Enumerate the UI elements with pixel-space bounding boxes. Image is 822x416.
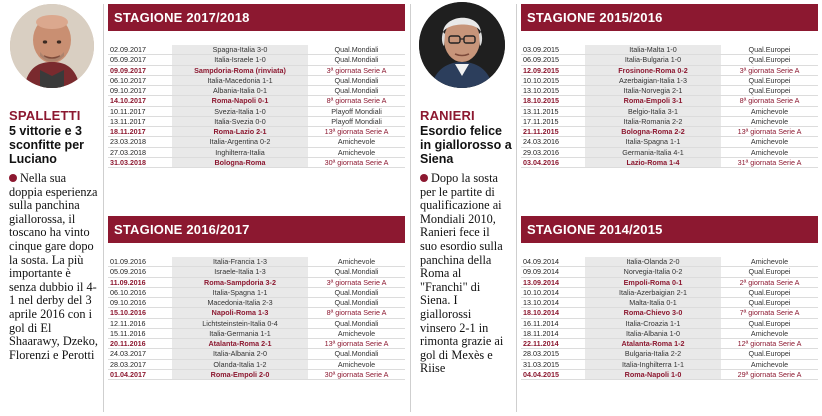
match-result: Italia-Israele 1-0 — [172, 55, 308, 64]
match-competition: Qual.Mondiali — [334, 75, 379, 85]
table-row — [521, 267, 818, 277]
match-date: 10.10.2015 — [523, 75, 559, 85]
match-competition: Qual.Mondiali — [334, 55, 379, 65]
match-result: Macedonia-Italia 2-3 — [172, 298, 308, 307]
match-date: 15.11.2016 — [110, 328, 146, 338]
match-date: 20.11.2016 — [110, 339, 146, 348]
table-row — [521, 288, 818, 298]
match-date: 17.11.2015 — [523, 116, 559, 126]
table-row — [521, 107, 818, 117]
match-competition: Amichevole — [750, 116, 789, 126]
match-date: 21.11.2015 — [523, 127, 559, 136]
match-date: 05.09.2016 — [110, 267, 146, 277]
match-result: Italia-Spagna 1-1 — [172, 288, 308, 297]
table-row — [108, 288, 405, 298]
match-result: Atalanta-Roma 1-2 — [585, 339, 721, 348]
spalletti-column — [0, 0, 98, 416]
match-result: Spagna-Italia 3-0 — [172, 45, 308, 54]
table-row — [521, 278, 818, 288]
match-result: Bologna-Roma 2-2 — [585, 127, 721, 136]
match-date: 28.03.2017 — [110, 359, 146, 369]
match-result: Italia-Inghilterra 1-1 — [585, 360, 721, 369]
match-date: 29.03.2016 — [523, 147, 559, 157]
match-competition: Qual.Europei — [748, 298, 791, 307]
match-competition: 3ª giornata Serie A — [326, 65, 387, 75]
table-row — [108, 339, 405, 349]
match-date: 01.04.2017 — [110, 369, 146, 379]
match-date: 15.10.2016 — [110, 308, 146, 318]
table-row — [108, 349, 405, 359]
table-row — [108, 158, 405, 168]
season-panel — [521, 216, 818, 380]
match-date: 05.09.2017 — [110, 55, 146, 65]
match-date: 31.03.2015 — [523, 359, 559, 369]
table-row — [521, 127, 818, 137]
match-date: 03.09.2015 — [523, 45, 559, 54]
match-date: 12.09.2015 — [523, 65, 559, 75]
match-competition: Qual.Mondiali — [334, 287, 379, 297]
match-result: Italia-Albania 1-0 — [585, 329, 721, 338]
match-competition: 8ª giornata Serie A — [326, 96, 387, 106]
match-result: Germania-Italia 4-1 — [585, 148, 721, 157]
match-result: Italia-Argentina 0-2 — [172, 137, 308, 146]
table-row — [521, 257, 818, 267]
match-competition: 13ª giornata Serie A — [324, 339, 389, 348]
match-result: Italia-Olanda 2-0 — [585, 257, 721, 266]
match-result: Roma-Empoli 2-0 — [172, 370, 308, 379]
match-competition: 12ª giornata Serie A — [737, 339, 802, 348]
table-row — [521, 137, 818, 147]
match-result: Italia-Azerbaigian 2-1 — [585, 288, 721, 297]
match-date: 18.10.2014 — [523, 308, 559, 318]
match-competition: Amichevole — [750, 359, 789, 369]
match-competition: Amichevole — [750, 257, 789, 266]
match-result: Italia-Albania 2-0 — [172, 349, 308, 358]
table-row — [108, 45, 405, 55]
match-date: 13.10.2015 — [523, 86, 559, 95]
match-date: 13.11.2017 — [110, 116, 146, 126]
match-list — [108, 45, 405, 168]
match-competition: Qual.Mondiali — [334, 267, 379, 277]
match-competition: 29ª giornata Serie A — [737, 369, 802, 379]
match-result: Italia-Macedonia 1-1 — [172, 76, 308, 85]
bullet-icon — [420, 174, 428, 182]
match-competition: Qual.Mondiali — [334, 298, 379, 307]
season-panel — [108, 4, 405, 168]
match-competition: Playoff Mondiali — [331, 106, 382, 116]
match-competition: Amichevole — [750, 137, 789, 147]
season-title: STAGIONE 2015/2016 — [521, 4, 818, 31]
match-result: Italia-Malta 1-0 — [585, 45, 721, 54]
match-competition: Amichevole — [337, 137, 376, 147]
match-result: Albania-Italia 0-1 — [172, 86, 308, 95]
table-row — [108, 278, 405, 288]
match-result: Olanda-Italia 1-2 — [172, 360, 308, 369]
match-result: Lazio-Roma 1-4 — [585, 158, 721, 167]
match-competition: Amichevole — [750, 147, 789, 157]
match-result: Roma-Chievo 3-0 — [585, 308, 721, 317]
match-date: 14.10.2017 — [110, 96, 146, 106]
match-result: Italia-Bulgaria 1-0 — [585, 55, 721, 64]
match-result: Italia-Spagna 1-1 — [585, 137, 721, 146]
match-result: Roma-Empoli 3-1 — [585, 96, 721, 105]
match-date: 06.10.2016 — [110, 287, 146, 297]
table-row — [521, 96, 818, 106]
match-competition: Amichevole — [337, 328, 376, 338]
match-result: Belgio-Italia 3-1 — [585, 107, 721, 116]
match-date: 18.11.2017 — [110, 127, 146, 136]
table-row — [521, 148, 818, 158]
coach-subtitle: 5 vittorie e 3 sconfitte per Luciano — [9, 124, 85, 166]
match-date: 23.03.2018 — [110, 137, 146, 147]
bullet-icon — [9, 174, 17, 182]
table-row — [521, 86, 818, 96]
match-competition: Qual.Europei — [748, 55, 791, 65]
match-result: Israele-Italia 1-3 — [172, 267, 308, 276]
match-date: 31.03.2018 — [110, 157, 146, 167]
table-row — [108, 360, 405, 370]
match-date: 22.11.2014 — [523, 339, 559, 348]
coach-body-text: Nella sua doppia esperienza sulla panchina giallorossa, il toscano ha vinto cinque gare dopo la sosta. La più importante è senza dubbio il 4-1 nel derby del 3 aprile 2016 con i gol di El Shaarawy, Dzeko, Florenzi e Perotti — [9, 171, 99, 362]
match-date: 01.09.2016 — [110, 257, 146, 266]
match-result: Norvegia-Italia 0-2 — [585, 267, 721, 276]
match-date: 24.03.2017 — [110, 349, 146, 359]
table-row — [108, 76, 405, 86]
table-row — [521, 55, 818, 65]
table-row — [521, 117, 818, 127]
table-row — [521, 76, 818, 86]
match-competition: 30ª giornata Serie A — [324, 369, 389, 379]
coach-name: RANIERI — [420, 108, 475, 123]
match-result: Roma-Napoli 0-1 — [172, 96, 308, 105]
coach-name: SPALLETTI — [9, 108, 81, 123]
match-competition: Qual.Mondiali — [334, 318, 379, 328]
match-competition: Amichevole — [337, 257, 376, 266]
match-competition: 13ª giornata Serie A — [324, 127, 389, 136]
match-competition: 8ª giornata Serie A — [739, 96, 800, 106]
match-date: 13.10.2014 — [523, 298, 559, 307]
match-date: 10.10.2014 — [523, 287, 559, 297]
table-row — [108, 55, 405, 65]
match-competition: Qual.Mondiali — [334, 45, 379, 54]
match-result: Lichtsteinstein-Italia 0-4 — [172, 319, 308, 328]
match-competition: Qual.Europei — [748, 86, 791, 95]
table-row — [108, 137, 405, 147]
match-competition: Amichevole — [750, 106, 789, 116]
match-competition: Qual.Europei — [748, 45, 791, 54]
match-result: Italia-Croazia 1-1 — [585, 319, 721, 328]
match-competition: Amichevole — [337, 147, 376, 157]
match-competition: Qual.Europei — [748, 318, 791, 328]
spalletti-photo — [10, 4, 94, 88]
match-date: 11.09.2016 — [110, 277, 146, 287]
table-row — [521, 360, 818, 370]
match-result: Italia-Germania 1-1 — [172, 329, 308, 338]
table-row — [521, 308, 818, 318]
match-competition: Amichevole — [750, 328, 789, 338]
match-date: 27.03.2018 — [110, 147, 146, 157]
table-row — [108, 329, 405, 339]
match-competition: 3ª giornata Serie A — [739, 65, 800, 75]
table-row — [521, 158, 818, 168]
match-date: 12.11.2016 — [110, 318, 146, 328]
coach-subtitle: Esordio felice in giallorosso a Siena — [420, 124, 512, 166]
ranieri-portrait-image — [419, 2, 505, 88]
table-row — [108, 66, 405, 76]
match-result: Italia-Norvegia 2-1 — [585, 86, 721, 95]
match-competition: 30ª giornata Serie A — [324, 157, 389, 167]
coach-body — [420, 172, 508, 376]
match-competition: 7ª giornata Serie A — [739, 308, 800, 318]
match-date: 09.09.2014 — [523, 267, 559, 277]
match-result: Roma-Napoli 1-0 — [585, 370, 721, 379]
table-row — [521, 319, 818, 329]
season-title: STAGIONE 2017/2018 — [108, 4, 405, 31]
match-result: Azerbaigian-Italia 1-3 — [585, 76, 721, 85]
ranieri-column — [413, 0, 515, 416]
match-result: Empoli-Roma 0-1 — [585, 278, 721, 287]
match-competition: Qual.Mondiali — [334, 349, 379, 359]
match-competition: Playoff Mondiali — [331, 116, 382, 126]
table-row — [521, 298, 818, 308]
table-row — [108, 107, 405, 117]
table-row — [521, 329, 818, 339]
match-competition: 8ª giornata Serie A — [326, 308, 387, 318]
table-row — [108, 298, 405, 308]
match-date: 18.10.2015 — [523, 96, 559, 106]
match-result: Bologna-Roma — [172, 158, 308, 167]
season-panel — [521, 4, 818, 168]
match-date: 04.04.2015 — [523, 369, 559, 379]
match-result: Malta-Italia 0-1 — [585, 298, 721, 307]
match-date: 24.03.2016 — [523, 137, 559, 147]
match-result: Frosinone-Roma 0-2 — [585, 66, 721, 75]
match-date: 06.09.2015 — [523, 55, 559, 65]
match-result: Roma-Lazio 2-1 — [172, 127, 308, 136]
table-row — [521, 349, 818, 359]
season-title: STAGIONE 2014/2015 — [521, 216, 818, 243]
match-result: Inghilterra-Italia — [172, 148, 308, 157]
ranieri-photo — [419, 2, 505, 88]
table-row — [521, 370, 818, 380]
table-row — [108, 96, 405, 106]
match-date: 09.09.2017 — [110, 65, 146, 75]
table-row — [108, 308, 405, 318]
table-row — [521, 45, 818, 55]
table-row — [108, 117, 405, 127]
match-result: Atalanta-Roma 2-1 — [172, 339, 308, 348]
match-competition: 31ª giornata Serie A — [737, 157, 802, 167]
column-divider — [410, 4, 411, 412]
match-list — [108, 257, 405, 380]
match-result: Italia-Francia 1-3 — [172, 257, 308, 266]
match-result: Bulgaria-Italia 2-2 — [585, 349, 721, 358]
match-list — [521, 45, 818, 168]
match-competition: 3ª giornata Serie A — [326, 277, 387, 287]
match-list — [521, 257, 818, 380]
match-date: 28.03.2015 — [523, 349, 559, 359]
column-divider — [516, 4, 517, 412]
table-row — [108, 127, 405, 137]
match-result: Napoli-Roma 1-3 — [172, 308, 308, 317]
match-result: Roma-Sampdoria 3-2 — [172, 278, 308, 287]
coach-body-text: Dopo la sosta per le partite di qualificazione ai Mondiali 2010, Ranieri fece il suo esordio sulla panchina della Roma al "Franchi" di Siena. I giallorossi vinsero 2-1 in rimonta grazie ai gol di Mexès e Riise — [420, 171, 504, 376]
match-date: 03.04.2016 — [523, 157, 559, 167]
match-competition: Qual.Europei — [748, 349, 791, 359]
table-row — [108, 86, 405, 96]
table-row — [108, 148, 405, 158]
season-panel — [108, 216, 405, 380]
match-competition: Amichevole — [337, 359, 376, 369]
match-date: 06.10.2017 — [110, 75, 146, 85]
match-date: 13.09.2014 — [523, 277, 559, 287]
table-row — [108, 370, 405, 380]
match-date: 18.11.2014 — [523, 328, 559, 338]
match-date: 04.09.2014 — [523, 257, 559, 266]
match-result: Italia-Romania 2-2 — [585, 117, 721, 126]
match-competition: Qual.Mondiali — [334, 86, 379, 95]
match-date: 09.10.2017 — [110, 86, 146, 95]
table-row — [521, 66, 818, 76]
column-divider — [103, 4, 104, 412]
table-row — [521, 339, 818, 349]
coach-body — [9, 172, 101, 362]
match-date: 09.10.2016 — [110, 298, 146, 307]
match-result: Italia-Svezia 0-0 — [172, 117, 308, 126]
table-row — [108, 319, 405, 329]
match-competition: Qual.Europei — [748, 75, 791, 85]
match-competition: 13ª giornata Serie A — [737, 127, 802, 136]
match-result: Svezia-Italia 1-0 — [172, 107, 308, 116]
table-row — [108, 267, 405, 277]
season-title: STAGIONE 2016/2017 — [108, 216, 405, 243]
table-row — [108, 257, 405, 267]
match-date: 16.11.2014 — [523, 318, 559, 328]
match-date: 10.11.2017 — [110, 106, 146, 116]
match-competition: Qual.Europei — [748, 267, 791, 277]
match-competition: Qual.Europei — [748, 287, 791, 297]
match-date: 02.09.2017 — [110, 45, 146, 54]
match-competition: 2ª giornata Serie A — [739, 277, 800, 287]
match-result: Sampdoria-Roma (rinviata) — [172, 66, 308, 75]
match-date: 13.11.2015 — [523, 106, 559, 116]
spalletti-portrait-image — [10, 4, 94, 88]
